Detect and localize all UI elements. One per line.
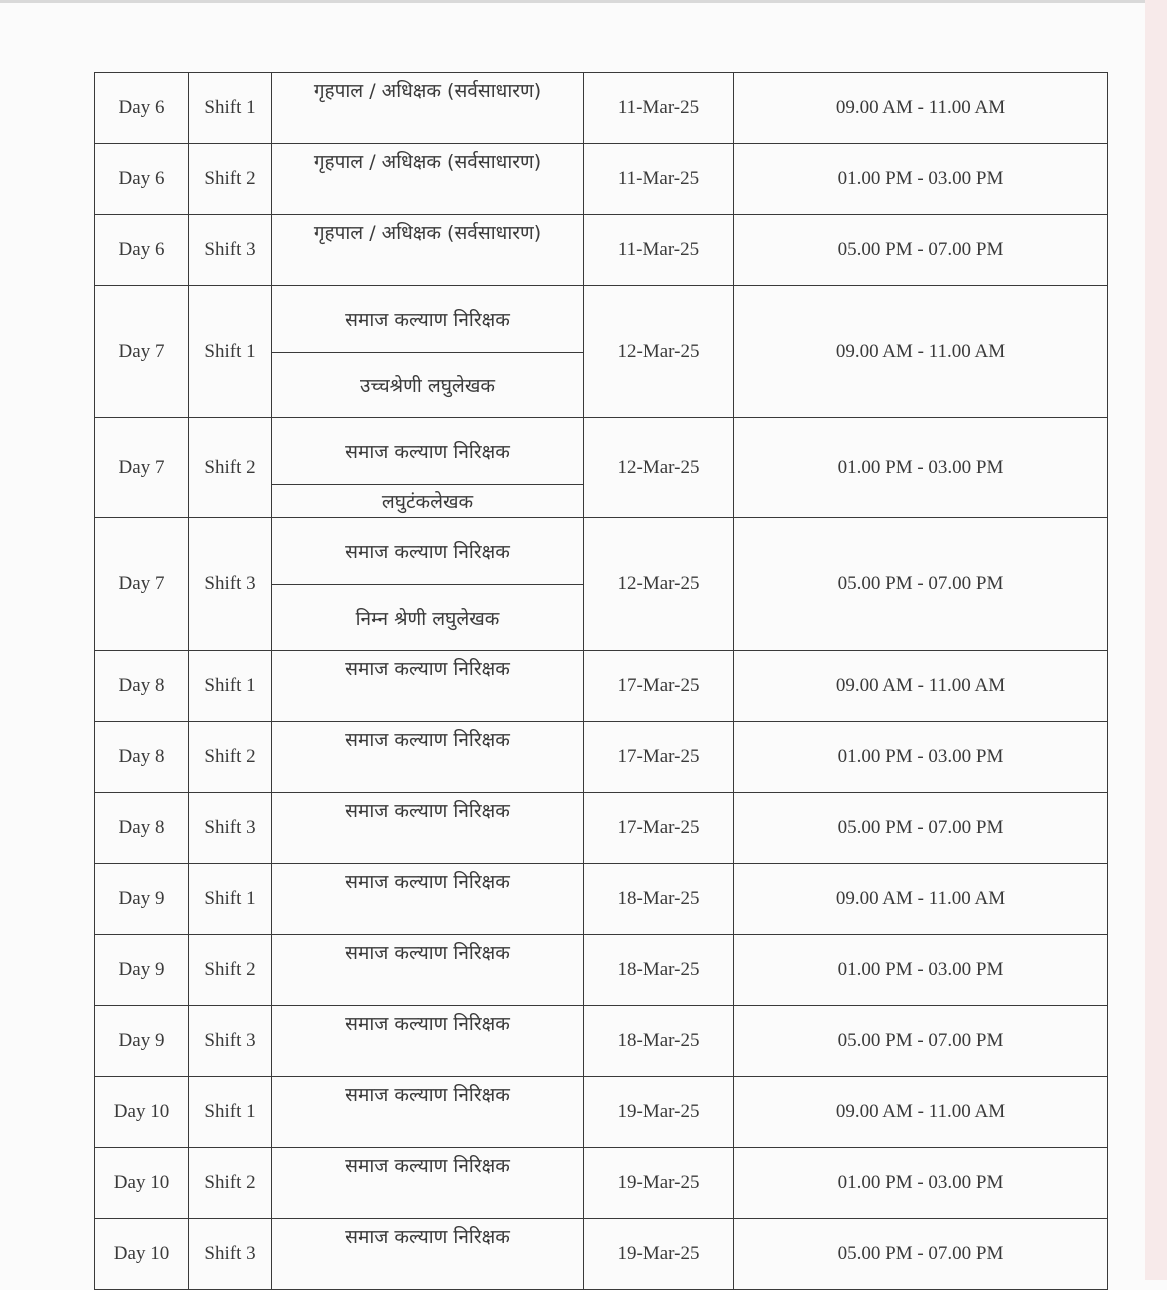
table-row: [95, 1077, 1108, 1148]
post-cell: समाज कल्याण निरिक्षक: [272, 518, 584, 585]
post-cell: समाज कल्याण निरिक्षक: [272, 418, 584, 485]
shift-cell: Shift 2: [189, 418, 272, 518]
table-row: [95, 864, 1108, 935]
day-cell: Day 10: [95, 1077, 189, 1148]
table-row: [95, 651, 1108, 722]
time-cell: 01.00 PM - 03.00 PM: [734, 418, 1108, 518]
post-cell: समाज कल्याण निरिक्षक: [272, 1006, 584, 1077]
date-cell: 19-Mar-25: [584, 1077, 734, 1148]
shift-cell: Shift 3: [189, 1006, 272, 1077]
day-cell: Day 9: [95, 1006, 189, 1077]
time-cell: 09.00 AM - 11.00 AM: [734, 651, 1108, 722]
page-top-edge: [0, 0, 1145, 3]
table-row: [95, 144, 1108, 215]
date-cell: 19-Mar-25: [584, 1219, 734, 1290]
date-cell: 11-Mar-25: [584, 144, 734, 215]
shift-cell: Shift 3: [189, 1219, 272, 1290]
day-cell: Day 7: [95, 286, 189, 418]
time-cell: 09.00 AM - 11.00 AM: [734, 286, 1108, 418]
day-cell: Day 9: [95, 864, 189, 935]
table-row: [95, 215, 1108, 286]
post-cell: समाज कल्याण निरिक्षक: [272, 1077, 584, 1148]
shift-cell: Shift 1: [189, 651, 272, 722]
time-cell: 05.00 PM - 07.00 PM: [734, 1219, 1108, 1290]
time-cell: 01.00 PM - 03.00 PM: [734, 935, 1108, 1006]
date-cell: 12-Mar-25: [584, 286, 734, 418]
time-cell: 05.00 PM - 07.00 PM: [734, 1006, 1108, 1077]
day-cell: Day 6: [95, 144, 189, 215]
table-row: [95, 1148, 1108, 1219]
post-cell: लघुटंकलेखक: [272, 485, 584, 518]
shift-cell: Shift 1: [189, 1077, 272, 1148]
post-cell: गृहपाल / अधिक्षक (सर्वसाधारण): [272, 73, 584, 144]
table-row: [95, 722, 1108, 793]
time-cell: 01.00 PM - 03.00 PM: [734, 144, 1108, 215]
time-cell: 05.00 PM - 07.00 PM: [734, 518, 1108, 651]
table-row: [95, 793, 1108, 864]
page-right-edge: [1145, 0, 1167, 1280]
time-cell: 01.00 PM - 03.00 PM: [734, 722, 1108, 793]
date-cell: 17-Mar-25: [584, 722, 734, 793]
day-cell: Day 8: [95, 793, 189, 864]
shift-cell: Shift 1: [189, 864, 272, 935]
time-cell: 05.00 PM - 07.00 PM: [734, 215, 1108, 286]
day-cell: Day 7: [95, 418, 189, 518]
date-cell: 12-Mar-25: [584, 418, 734, 518]
table-row: [95, 935, 1108, 1006]
time-cell: 01.00 PM - 03.00 PM: [734, 1148, 1108, 1219]
date-cell: 11-Mar-25: [584, 215, 734, 286]
date-cell: 11-Mar-25: [584, 73, 734, 144]
post-cell: निम्न श्रेणी लघुलेखक: [272, 585, 584, 651]
shift-cell: Shift 1: [189, 73, 272, 144]
post-cell: समाज कल्याण निरिक्षक: [272, 793, 584, 864]
table-row: [95, 518, 1108, 585]
date-cell: 19-Mar-25: [584, 1148, 734, 1219]
post-cell: उच्चश्रेणी लघुलेखक: [272, 353, 584, 418]
post-cell: समाज कल्याण निरिक्षक: [272, 864, 584, 935]
day-cell: Day 8: [95, 722, 189, 793]
date-cell: 18-Mar-25: [584, 1006, 734, 1077]
date-cell: 17-Mar-25: [584, 651, 734, 722]
post-cell: समाज कल्याण निरिक्षक: [272, 1148, 584, 1219]
day-cell: Day 6: [95, 215, 189, 286]
day-cell: Day 10: [95, 1148, 189, 1219]
table-row: [95, 1219, 1108, 1290]
day-cell: Day 6: [95, 73, 189, 144]
exam-schedule-table: [94, 72, 1108, 1290]
date-cell: 18-Mar-25: [584, 935, 734, 1006]
date-cell: 18-Mar-25: [584, 864, 734, 935]
date-cell: 17-Mar-25: [584, 793, 734, 864]
shift-cell: Shift 3: [189, 518, 272, 651]
post-cell: समाज कल्याण निरिक्षक: [272, 1219, 584, 1290]
post-cell: समाज कल्याण निरिक्षक: [272, 935, 584, 1006]
day-cell: Day 7: [95, 518, 189, 651]
time-cell: 09.00 AM - 11.00 AM: [734, 73, 1108, 144]
table-row: [95, 286, 1108, 353]
date-cell: 12-Mar-25: [584, 518, 734, 651]
post-cell: गृहपाल / अधिक्षक (सर्वसाधारण): [272, 144, 584, 215]
time-cell: 09.00 AM - 11.00 AM: [734, 864, 1108, 935]
table-row: [95, 418, 1108, 485]
shift-cell: Shift 3: [189, 215, 272, 286]
shift-cell: Shift 2: [189, 1148, 272, 1219]
table-row: [95, 73, 1108, 144]
time-cell: 05.00 PM - 07.00 PM: [734, 793, 1108, 864]
shift-cell: Shift 3: [189, 793, 272, 864]
shift-cell: Shift 2: [189, 144, 272, 215]
time-cell: 09.00 AM - 11.00 AM: [734, 1077, 1108, 1148]
post-cell: समाज कल्याण निरिक्षक: [272, 286, 584, 353]
post-cell: गृहपाल / अधिक्षक (सर्वसाधारण): [272, 215, 584, 286]
day-cell: Day 9: [95, 935, 189, 1006]
shift-cell: Shift 2: [189, 722, 272, 793]
post-cell: समाज कल्याण निरिक्षक: [272, 651, 584, 722]
shift-cell: Shift 2: [189, 935, 272, 1006]
table-row: [95, 1006, 1108, 1077]
day-cell: Day 10: [95, 1219, 189, 1290]
day-cell: Day 8: [95, 651, 189, 722]
post-cell: समाज कल्याण निरिक्षक: [272, 722, 584, 793]
shift-cell: Shift 1: [189, 286, 272, 418]
